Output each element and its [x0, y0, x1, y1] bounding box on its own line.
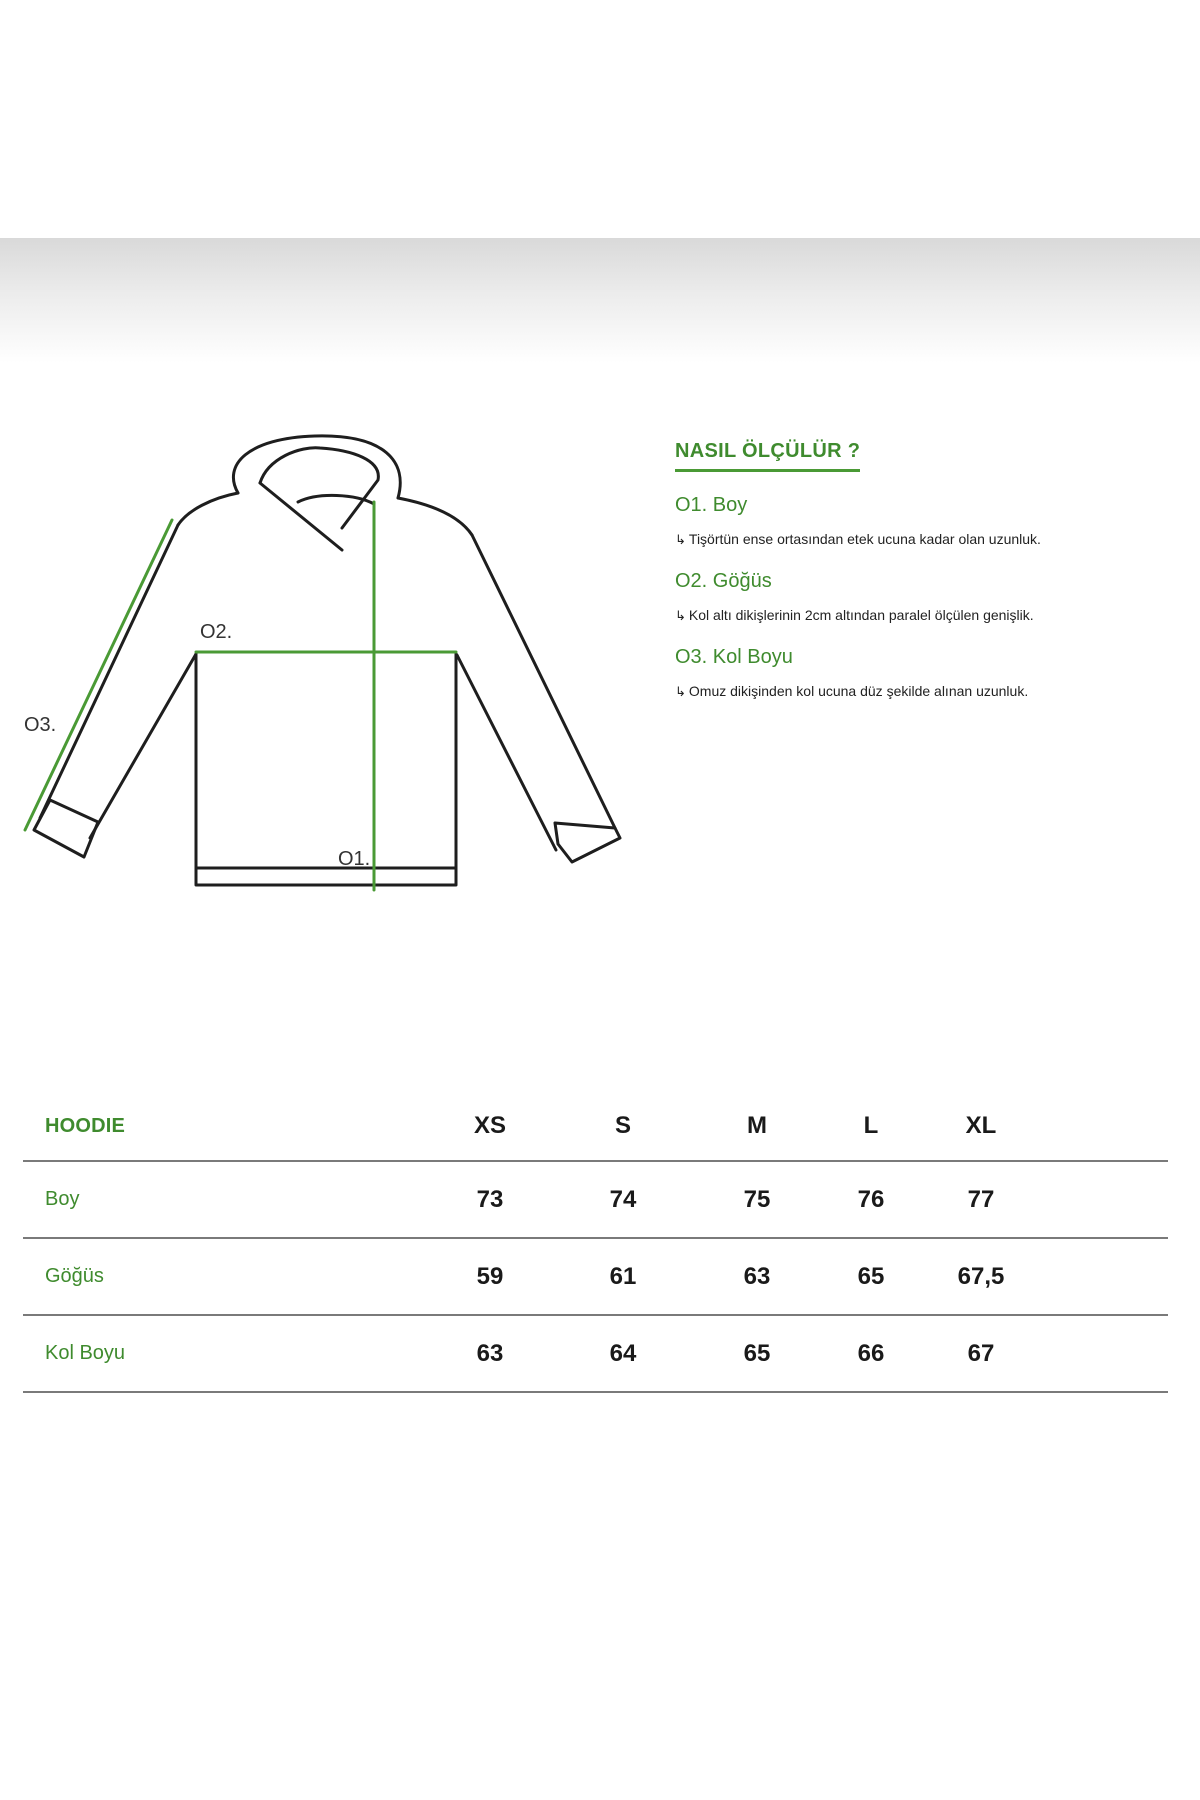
size-header: XL — [965, 1112, 997, 1139]
row-label: Göğüs — [45, 1265, 104, 1287]
right-cuff — [555, 823, 620, 862]
hood-inner-left — [260, 483, 342, 550]
o2-label: O2. — [200, 621, 233, 643]
hood-inner — [260, 448, 378, 528]
table-cell: 67,5 — [957, 1262, 1005, 1290]
table-cell: 59 — [476, 1262, 504, 1290]
table-cell: 77 — [967, 1185, 995, 1213]
right-arm-inner — [457, 655, 556, 850]
hoodie-illustration — [0, 410, 640, 910]
guide-item-kol-boyu — [675, 646, 1175, 700]
table-cell: 63 — [743, 1262, 771, 1290]
size-header: XS — [473, 1112, 506, 1139]
guide-title: NASIL ÖLÇÜLÜR ? — [675, 440, 860, 472]
size-table — [23, 1092, 1168, 1393]
return-arrow-icon: ↳ — [675, 532, 686, 547]
table-header-row — [23, 1092, 1168, 1162]
header-gradient-band — [0, 238, 1200, 363]
table-cell: 64 — [609, 1339, 637, 1367]
table-row — [23, 1239, 1168, 1316]
guide-heading: O1. Boy — [675, 494, 748, 516]
table-cell: 75 — [743, 1185, 771, 1213]
table-cell: 65 — [743, 1339, 771, 1367]
table-cell: 76 — [857, 1185, 885, 1213]
table-cell: 61 — [609, 1262, 637, 1290]
guide-heading: O3. Kol Boyu — [675, 646, 793, 668]
hoodie-measurement-diagram — [0, 410, 640, 910]
return-arrow-icon: ↳ — [675, 684, 686, 699]
body-outline — [196, 654, 456, 885]
measurement-guide — [675, 440, 1175, 700]
table-cell: 63 — [476, 1339, 504, 1367]
right-shoulder — [398, 498, 472, 535]
right-arm-outer — [472, 535, 615, 828]
table-cell: 74 — [609, 1185, 637, 1213]
o3-sleeve-line — [25, 520, 172, 830]
o3-label: O3. — [24, 714, 57, 736]
guide-description: ↳ Kol altı dikişlerinin 2cm altından paralel ölçülen genişlik. — [675, 607, 1034, 623]
size-header: M — [747, 1112, 767, 1139]
size-header: S — [614, 1112, 631, 1139]
row-label: Kol Boyu — [45, 1342, 126, 1364]
left-shoulder — [178, 493, 238, 525]
guide-item-gogus — [675, 570, 1175, 624]
guide-description: ↳ Tişörtün ense ortasından etek ucuna kadar olan uzunluk. — [675, 531, 1041, 547]
table-cell: 66 — [857, 1339, 885, 1367]
guide-description: ↳ Omuz dikişinden kol ucuna düz şekilde alınan uzunluk. — [675, 683, 1029, 699]
table-title: HOODIE — [45, 1114, 126, 1137]
size-header: L — [863, 1112, 879, 1139]
table-row — [23, 1316, 1168, 1393]
row-label: Boy — [45, 1188, 80, 1210]
return-arrow-icon: ↳ — [675, 608, 686, 623]
table-cell: 67 — [967, 1339, 995, 1367]
guide-heading: O2. Göğüs — [675, 570, 772, 592]
left-arm-outer — [40, 525, 178, 818]
table-cell: 73 — [476, 1185, 504, 1213]
table-cell: 65 — [857, 1262, 885, 1290]
table-row — [23, 1162, 1168, 1239]
o1-label: O1. — [338, 848, 371, 870]
guide-item-boy — [675, 494, 1175, 548]
